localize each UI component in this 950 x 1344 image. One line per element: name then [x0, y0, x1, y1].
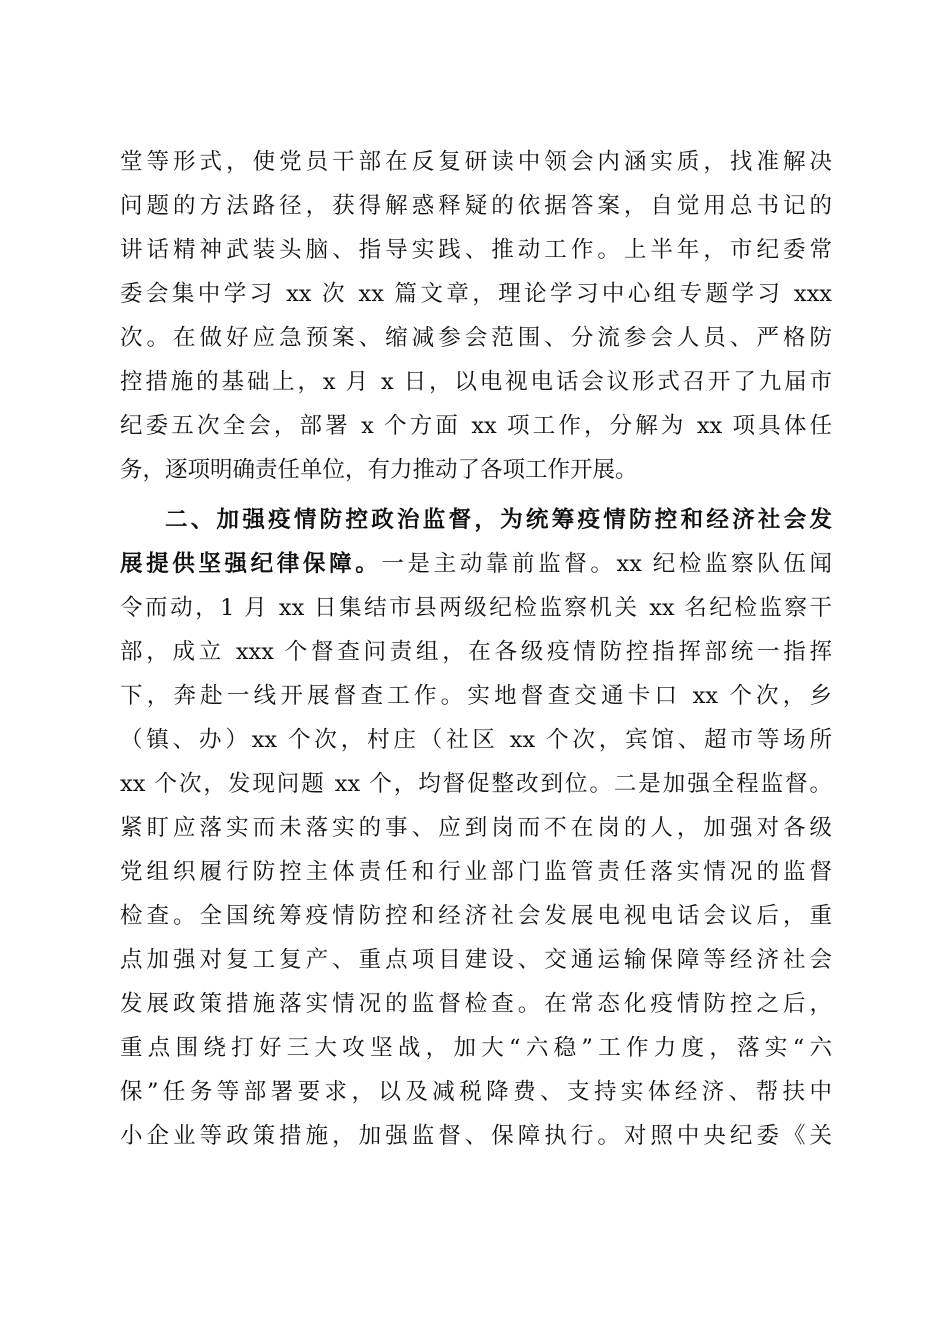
para1-line-6: 控措施的基础上，x 月 x 日，以电视电话会议形式召开了九届市 — [120, 369, 832, 395]
para2-line-9: 党组织履行防控主体责任和行业部门监管责任落实情况的监督 — [120, 859, 832, 885]
para1-line-2: 问题的方法路径，获得解惑释疑的依据答案，自觉用总书记的 — [120, 193, 832, 219]
para2-line-2 — [120, 542, 832, 586]
para2-line-11: 点加强对复工复产、重点项目建设、交通运输保障等经济社会 — [120, 947, 832, 973]
para2-line-2-text: 一是主动靠前监督。xx 纪检监察队伍闻 — [381, 551, 832, 577]
para2-line-3: 令而动，1 月 xx 日集结市县两级纪检监察机关 xx 名纪检监察干 — [120, 595, 832, 621]
para1-line-3: 讲话精神武装头脑、指导实践、推动工作。上半年，市纪委常 — [120, 237, 832, 263]
para1-line-4: 委会集中学习 xx 次 xx 篇文章，理论学习中心组专题学习 xxx — [120, 281, 832, 307]
para1-line-1: 堂等形式，使党员干部在反复研读中领会内涵实质，找准解决 — [120, 149, 832, 175]
section-heading-line-2: 展提供坚强纪律保障。 — [120, 551, 382, 577]
para1-line-7: 纪委五次全会，部署 x 个方面 xx 项工作，分解为 xx 项具体任 — [120, 413, 832, 439]
para1-line-8: 务，逐项明确责任单位，有力推动了各项工作开展。 — [120, 457, 638, 483]
para2-line-14: 保”任务等部署要求，以及减税降费、支持实体经济、帮扶中 — [120, 1079, 832, 1105]
para2-line-8: 紧盯应落实而未落实的事、应到岗而不在岗的人，加强对各级 — [120, 815, 832, 841]
para2-line-12: 发展政策措施落实情况的监督检查。在常态化疫情防控之后， — [120, 991, 832, 1017]
para2-line-7: xx 个次，发现问题 xx 个，均督促整改到位。二是加强全程监督。 — [120, 771, 832, 797]
para2-line-15: 小企业等政策措施，加强监督、保障执行。对照中央纪委《关 — [120, 1123, 832, 1149]
para2-line-5: 下，奔赴一线开展督查工作。实地督查交通卡口 xx 个次，乡 — [120, 683, 832, 709]
section-heading-line-1: 二、加强疫情防控政治监督，为统筹疫情防控和经济社会发 — [165, 507, 832, 533]
para1-line-5: 次。在做好应急预案、缩减参会范围、分流参会人员、严格防 — [120, 325, 832, 351]
para2-line-4: 部，成立 xxx 个督查问责组，在各级疫情防控指挥部统一指挥 — [120, 639, 832, 665]
para2-line-6: （镇、办）xx 个次，村庄（社区 xx 个次，宾馆、超市等场所 — [120, 727, 832, 753]
para2-line-13: 重点围绕打好三大攻坚战，加大“六稳”工作力度，落实“六 — [120, 1035, 832, 1061]
para2-line-10: 检查。全国统筹疫情防控和经济社会发展电视电话会议后，重 — [120, 903, 832, 929]
